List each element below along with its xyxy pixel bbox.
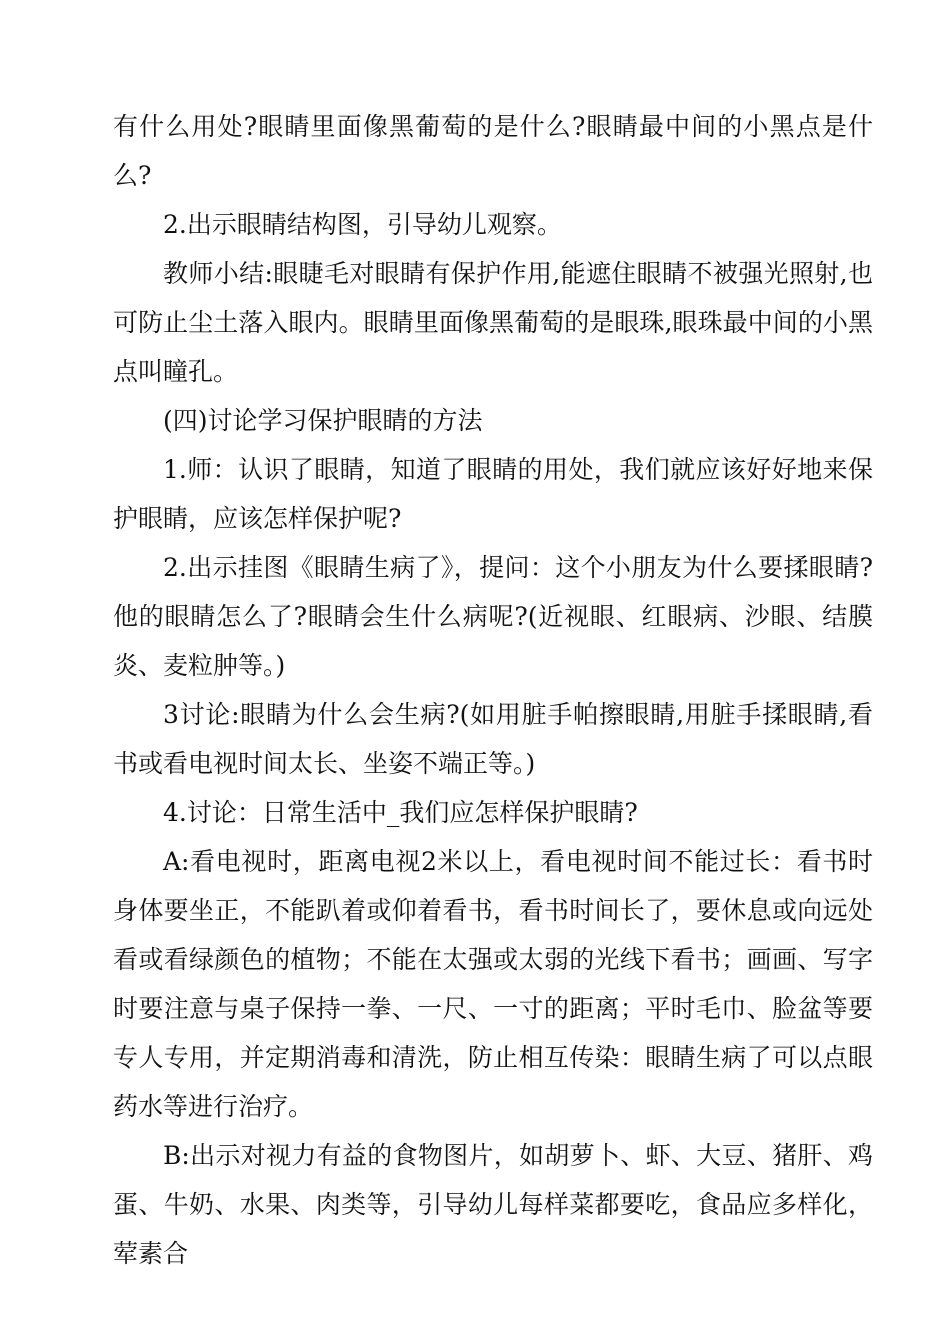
paragraph-continuation: 有什么用处?眼睛里面像黑葡萄的是什么?眼睛最中间的小黑点是什么? <box>113 112 873 190</box>
section-heading-protect-eyes: (四)讨论学习保护眼睛的方法 <box>163 406 483 435</box>
paragraph-wall-chart: 2.出示挂图《眼睛生病了》，提问：这个小朋友为什么要揉眼睛?他的眼睛怎么了?眼睛会生什么病呢?(近视眼、红眼病、沙眼、结膜炎、麦粒肿等。) <box>113 553 873 680</box>
paragraph-discussion-how-protect: 4.讨论：日常生活中_我们应怎样保护眼睛? <box>163 798 638 827</box>
paragraph-teacher-question: 1.师：认识了眼睛，知道了眼睛的用处，我们就应该好好地来保护眼睛，应该怎样保护呢? <box>113 455 873 533</box>
paragraph-show-eye-diagram: 2.出示眼睛结构图，引导幼儿观察。 <box>163 210 562 239</box>
document-body <box>113 102 873 1278</box>
paragraph-teacher-summary: 教师小结:眼睫毛对眼睛有保护作用,能遮住眼睛不被强光照射,也可防止尘土落入眼内。眼睛里面像黑葡萄的是眼珠,眼珠最中间的小黑点叫瞳孔。 <box>113 259 873 386</box>
paragraph-discussion-why-sick: 3讨论:眼睛为什么会生病?(如用脏手帕擦眼睛,用脏手揉眼睛,看书或看电视时间太长、坐姿不端正等。) <box>113 700 873 778</box>
paragraph-item-a: A:看电视时，距离电视2米以上，看电视时间不能过长：看书时身体要坐正，不能趴着或仰着看书，看书时间长了，要休息或向远处看或看绿颜色的植物；不能在太强或太弱的光线下看书；画画、写字时要注意与桌子保持一拳、一尺、一寸的距离；平时毛巾、脸盆等要专人专用，并定期消毒和清洗，防止相互传染：眼睛生病了可以点眼药水等进行治疗。 <box>113 847 873 1121</box>
paragraph-item-b: B:出示对视力有益的食物图片，如胡萝卜、虾、大豆、猪肝、鸡蛋、牛奶、水果、肉类等，引导幼儿每样菜都要吃，食品应多样化，荤素合 <box>113 1141 873 1268</box>
